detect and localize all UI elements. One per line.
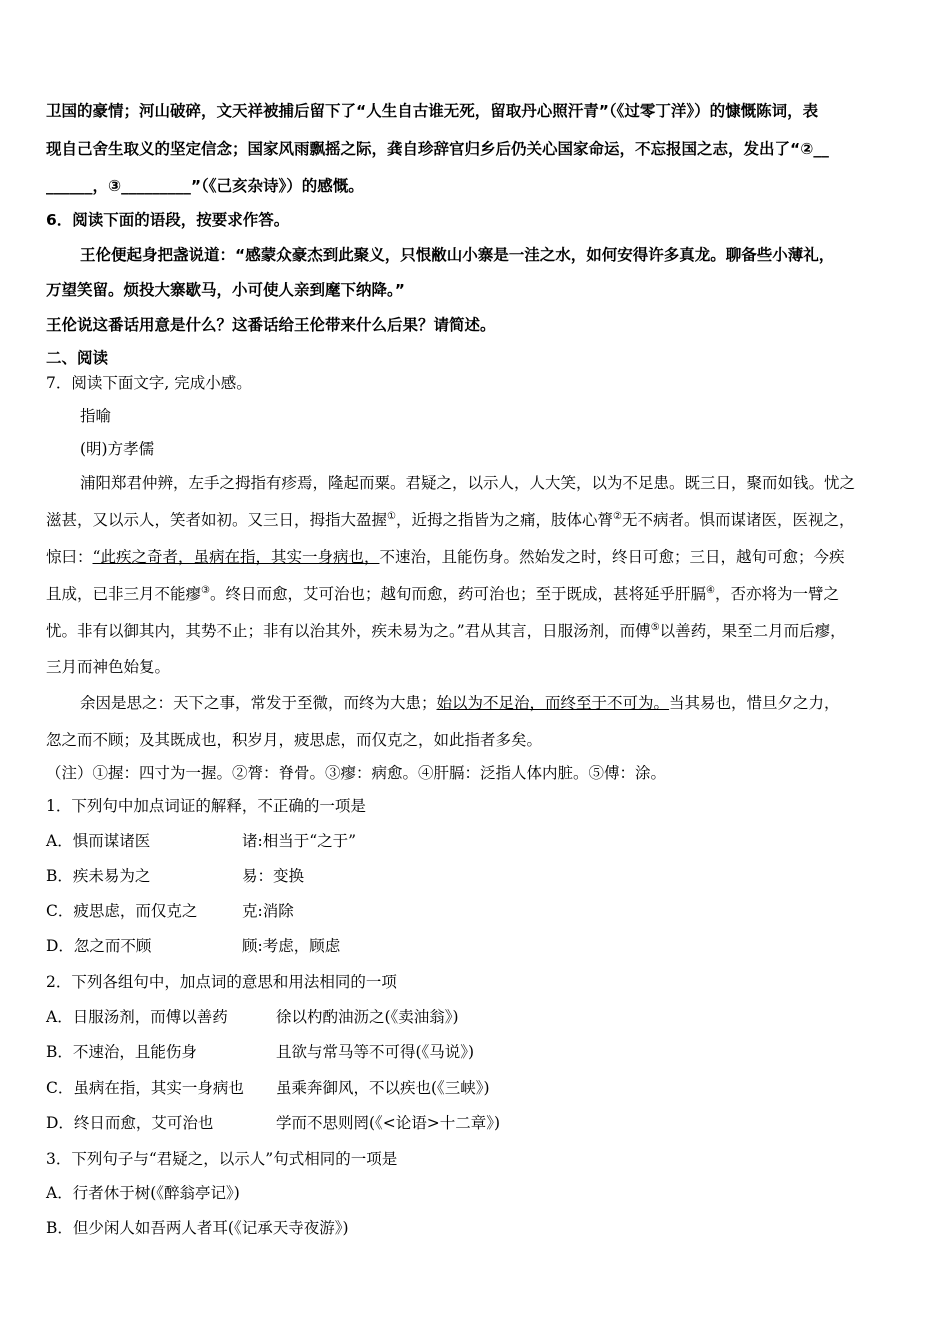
text-segment: 。终日而愈，艾可治也；越旬而愈，药可治也；至于既成，甚将延乎肝膈 bbox=[209, 585, 706, 603]
text-line bbox=[46, 101, 818, 121]
text-line bbox=[80, 245, 834, 265]
text-segment: 现自己舍生取义的坚定信念；国家风雨飘摇之际，龚自珍辞官归乡后仍关心国家命运，不忘报国之志，发出了“②__ bbox=[46, 140, 829, 158]
text-segment: 二、阅读 bbox=[46, 349, 109, 367]
text-segment: 王伦说这番话用意是什么？这番话给王伦带来什么后果？请简述。 bbox=[46, 316, 496, 334]
option-explanation: 且欲与常马等不可得(《马说》) bbox=[276, 1043, 475, 1061]
option-explanation: 克:消除 bbox=[242, 902, 294, 920]
footnote-marker: ③ bbox=[201, 584, 210, 596]
text-line bbox=[46, 280, 405, 300]
text-line bbox=[80, 473, 855, 493]
text-segment: 惊曰： bbox=[46, 548, 93, 566]
text-segment: 万望笑留。烦投大寨歇马，小可使人亲到麾下纳降。” bbox=[46, 281, 405, 299]
text-segment: A．惧而谋诸医 bbox=[46, 832, 151, 850]
text-segment: 3．下列句子与“君疑之，以示人”句式相同的一项是 bbox=[46, 1150, 398, 1168]
text-line bbox=[46, 139, 829, 159]
text-line bbox=[80, 406, 111, 426]
text-segment: 2．下列各组句中，加点词的意思和用法相同的一项 bbox=[46, 973, 397, 991]
footnote-marker: ④ bbox=[706, 584, 715, 596]
text-segment: B．疾未易为之 bbox=[46, 867, 151, 885]
text-line bbox=[46, 936, 341, 956]
text-line bbox=[46, 730, 542, 750]
text-line bbox=[46, 315, 496, 335]
text-segment: 忧。非有以御其内，其势不止；非有以治其外，疾未易为之。”君从其言，日服汤剂，而傅 bbox=[46, 622, 651, 640]
text-segment: C．疲思虑，而仅克之 bbox=[46, 902, 198, 920]
text-segment: D．忽之而不顾 bbox=[46, 937, 152, 955]
text-line bbox=[46, 1078, 490, 1098]
text-segment: 余因是思之：天下之事，常发于至微，而终为大患； bbox=[80, 694, 437, 712]
text-segment: 7．阅读下面文字, 完成小感。 bbox=[46, 374, 252, 392]
text-segment: B．但少闲人如吾两人者耳(《记承天寺夜游》) bbox=[46, 1219, 349, 1237]
text-segment: A．行者休于树(《醉翁亭记》) bbox=[46, 1184, 240, 1202]
text-segment: A．日服汤剂，而傅以善药 bbox=[46, 1008, 228, 1026]
text-line bbox=[46, 831, 357, 851]
text-line bbox=[46, 657, 170, 677]
text-line bbox=[46, 510, 854, 530]
footnote-marker: ② bbox=[613, 510, 622, 522]
text-line bbox=[46, 621, 846, 641]
text-segment: （注）①握：四寸为一握。②膂：脊骨。③瘳：病愈。④肝膈：泛指人体内脏。⑤傅：涂。 bbox=[46, 764, 667, 782]
text-line bbox=[46, 1218, 349, 1238]
text-line bbox=[46, 176, 364, 196]
text-segment: 6．阅读下面的语段，按要求作答。 bbox=[46, 211, 290, 229]
text-line bbox=[46, 1113, 501, 1133]
text-line bbox=[46, 584, 839, 604]
text-segment: 1．下列句中加点词证的解释，不正确的一项是 bbox=[46, 797, 366, 815]
underlined-text: 始以为不足治，而终至于不可为。 bbox=[436, 694, 670, 712]
text-segment: C．虽病在指，其实一身病也 bbox=[46, 1079, 244, 1097]
text-segment: 忽之而不顾；及其既成也，积岁月，疲思虑，而仅克之，如此指者多矣。 bbox=[46, 731, 543, 749]
underlined-text: “此疾之奇者，虽病在指，其实一身病也， bbox=[92, 548, 380, 566]
text-segment: 无不病者。惧而谋诸医，医视之， bbox=[621, 511, 855, 529]
text-line bbox=[80, 693, 840, 713]
text-line bbox=[80, 439, 154, 459]
option-explanation: 学而不思则罔(《<论语>十二章》) bbox=[276, 1114, 501, 1132]
text-segment: 滋甚，又以示人，笑者如初。又三日，拇指大盈握 bbox=[46, 511, 388, 529]
text-segment: 指喻 bbox=[80, 407, 112, 425]
text-line bbox=[46, 348, 108, 368]
text-segment: 不速治，且能伤身。然始发之时，终日可愈；三日，越旬可愈；今疾 bbox=[379, 548, 845, 566]
text-segment: (明)方孝儒 bbox=[80, 440, 155, 458]
text-line bbox=[46, 373, 252, 393]
text-line bbox=[46, 866, 305, 886]
text-line bbox=[46, 1149, 397, 1169]
option-explanation: 虽乘奔御风，不以疾也(《三峡》) bbox=[276, 1079, 490, 1097]
text-segment: 卫国的豪情；河山破碎，文天祥被捕后留下了“人生自古谁无死，留取丹心照汗青”（《过零丁洋》）的慷慨陈词，表 bbox=[46, 102, 819, 120]
option-explanation: 诸:相当于“之于” bbox=[242, 832, 357, 850]
text-segment: ，近拇之指皆为之痛，肢体心膂 bbox=[395, 511, 613, 529]
text-line bbox=[46, 763, 666, 783]
text-line bbox=[46, 796, 366, 816]
option-explanation: 顾:考虑，顾虑 bbox=[242, 937, 341, 955]
text-segment: B．不速治，且能伤身 bbox=[46, 1043, 197, 1061]
text-line bbox=[46, 1007, 459, 1027]
text-line bbox=[46, 210, 289, 230]
text-segment: 浦阳郑君仲辨，左手之拇指有疹焉，隆起而粟。君疑之，以示人，人大笑，以为不足患。既三日，聚而如钱。忧之 bbox=[80, 474, 856, 492]
footnote-marker: ⑤ bbox=[650, 621, 660, 633]
text-segment: 当其易也，惜旦夕之力， bbox=[669, 694, 840, 712]
text-segment: 以善药，果至二月而后瘳， bbox=[659, 622, 846, 640]
option-explanation: 易：变换 bbox=[242, 867, 305, 885]
footnote-marker: ① bbox=[387, 510, 396, 522]
text-segment: ，否亦将为一臂之 bbox=[714, 585, 839, 603]
text-line bbox=[46, 972, 397, 992]
text-segment: 且成，已非三月不能瘳 bbox=[46, 585, 202, 603]
text-line bbox=[46, 901, 294, 921]
option-explanation: 徐以杓酌油沥之(《卖油翁》) bbox=[276, 1008, 459, 1026]
text-segment: 王伦便起身把盏说道：“感蒙众豪杰到此聚义，只恨敝山小寨是一洼之水，如何安得许多真龙。聊备些小薄礼， bbox=[80, 246, 835, 264]
text-segment: ______，③_________”（《己亥杂诗》）的感慨。 bbox=[46, 177, 364, 195]
text-line bbox=[46, 547, 844, 567]
text-line bbox=[46, 1042, 475, 1062]
text-line bbox=[46, 1183, 240, 1203]
text-segment: 三月而神色始复。 bbox=[46, 658, 171, 676]
text-segment: D．终日而愈，艾可治也 bbox=[46, 1114, 214, 1132]
